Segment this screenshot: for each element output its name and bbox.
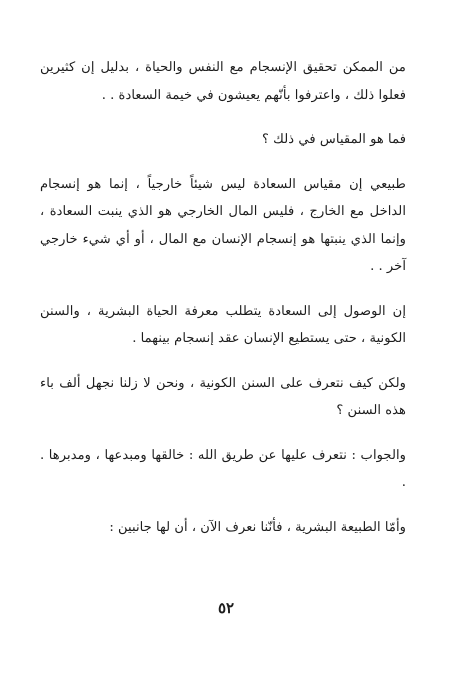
paragraph-1: من الممكن تحقيق الإنسجام مع النفس والحياة ، بدليل إن كثيرين فعلوا ذلك ، واعترفوا بأنّهم يعيشون في خيمة السعادة . . — [40, 60, 406, 103]
paragraph-6: والجواب : نتعرف عليها عن طريق الله : خالقها ومبدعها ، ومدبرها . . — [40, 447, 406, 490]
paragraph-7: وأمّا الطبيعة البشرية ، فأنّنا نعرف الآن ، أن لها جانبين : — [109, 519, 406, 535]
body-text — [40, 54, 406, 541]
paragraph-5: ولكن كيف نتعرف على السنن الكونية ، ونحن لا زلنا نجهل ألف باء هذه السنن ؟ — [40, 375, 406, 418]
page-number: ٥٢ — [217, 599, 235, 617]
paragraph-2: فما هو المقياس في ذلك ؟ — [261, 132, 406, 147]
paragraph-3: طبيعي إن مقياس السعادة ليس شيئاً خارجياً ، إنما هو إنسجام الداخل مع الخارج ، فليس المال الخارجي هو الذي ينبت السعادة ، وإنما الذي ينبتها هو إنسجام الإنسان مع المال ، أو أي شيء خارجي آخر . . — [40, 176, 406, 274]
paragraph-4: إن الوصول إلى السعادة يتطلب معرفة الحياة البشرية ، والسنن الكونية ، حتى يستطيع الإنسان عقد إنسجام بينهما . — [40, 303, 406, 346]
